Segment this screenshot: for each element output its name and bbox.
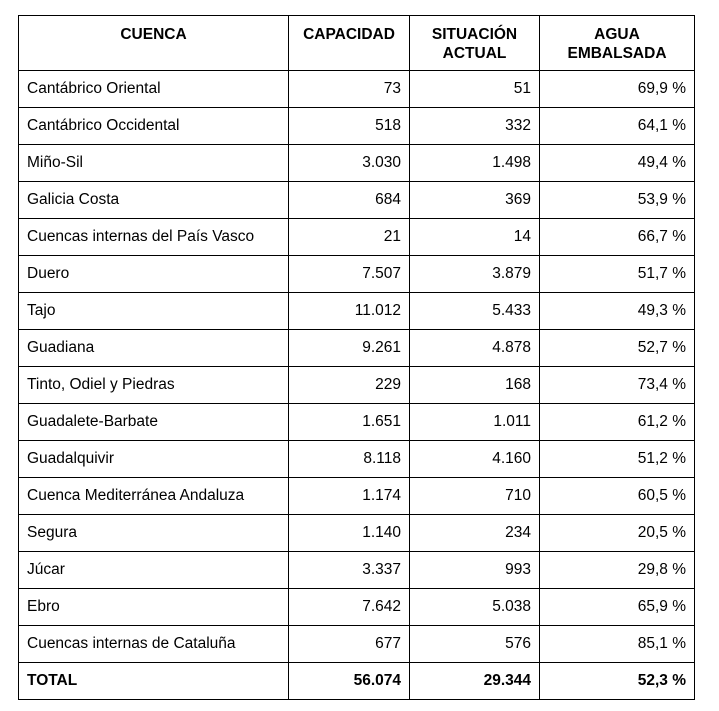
cell-cuenca: Tinto, Odiel y Piedras [19, 367, 289, 404]
cell-cuenca: Miño-Sil [19, 145, 289, 182]
cell-situacion-actual: 4.160 [410, 441, 540, 478]
cell-cuenca: Cuenca Mediterránea Andaluza [19, 478, 289, 515]
table-row [19, 71, 695, 108]
table-row [19, 552, 695, 589]
table-row [19, 441, 695, 478]
cell-capacidad: 3.030 [289, 145, 410, 182]
cell-agua-embalsada: 61,2 % [540, 404, 695, 441]
table-row [19, 256, 695, 293]
cell-situacion-actual: 1.011 [410, 404, 540, 441]
cell-situacion-actual: 710 [410, 478, 540, 515]
cell-agua-embalsada: 49,4 % [540, 145, 695, 182]
cell-agua-embalsada: 69,9 % [540, 71, 695, 108]
cell-cuenca: Cuencas internas del País Vasco [19, 219, 289, 256]
table-row [19, 367, 695, 404]
cell-capacidad: 3.337 [289, 552, 410, 589]
cell-cuenca: Ebro [19, 589, 289, 626]
cell-situacion-actual: 3.879 [410, 256, 540, 293]
table-row [19, 626, 695, 663]
cell-agua-embalsada: 53,9 % [540, 182, 695, 219]
cell-situacion-actual: 993 [410, 552, 540, 589]
cell-situacion-actual: 168 [410, 367, 540, 404]
header-cuenca: CUENCA [19, 16, 289, 71]
cell-situacion-actual: 234 [410, 515, 540, 552]
total-agua-embalsada: 52,3 % [540, 663, 695, 700]
cell-capacidad: 229 [289, 367, 410, 404]
cell-capacidad: 21 [289, 219, 410, 256]
cell-situacion-actual: 4.878 [410, 330, 540, 367]
cell-capacidad: 518 [289, 108, 410, 145]
cell-situacion-actual: 5.038 [410, 589, 540, 626]
cell-cuenca: Cantábrico Oriental [19, 71, 289, 108]
total-label: TOTAL [19, 663, 289, 700]
cell-cuenca: Duero [19, 256, 289, 293]
cell-cuenca: Galicia Costa [19, 182, 289, 219]
cell-agua-embalsada: 60,5 % [540, 478, 695, 515]
table-row [19, 145, 695, 182]
cell-situacion-actual: 576 [410, 626, 540, 663]
cell-situacion-actual: 5.433 [410, 293, 540, 330]
table-body [19, 71, 695, 663]
cell-cuenca: Tajo [19, 293, 289, 330]
table-row [19, 404, 695, 441]
cell-cuenca: Guadalete-Barbate [19, 404, 289, 441]
cell-capacidad: 7.642 [289, 589, 410, 626]
cell-cuenca: Júcar [19, 552, 289, 589]
table-row [19, 182, 695, 219]
cell-situacion-actual: 51 [410, 71, 540, 108]
header-situacion-actual: SITUACIÓN ACTUAL [410, 16, 540, 71]
total-row [19, 663, 695, 700]
cell-capacidad: 684 [289, 182, 410, 219]
cell-agua-embalsada: 65,9 % [540, 589, 695, 626]
table-row [19, 478, 695, 515]
cell-capacidad: 677 [289, 626, 410, 663]
cell-cuenca: Guadiana [19, 330, 289, 367]
cell-agua-embalsada: 85,1 % [540, 626, 695, 663]
table-row [19, 293, 695, 330]
cell-agua-embalsada: 51,7 % [540, 256, 695, 293]
cell-cuenca: Cuencas internas de Cataluña [19, 626, 289, 663]
reservoir-table [18, 15, 695, 700]
cell-agua-embalsada: 49,3 % [540, 293, 695, 330]
table-row [19, 219, 695, 256]
cell-capacidad: 1.651 [289, 404, 410, 441]
cell-capacidad: 9.261 [289, 330, 410, 367]
cell-capacidad: 1.140 [289, 515, 410, 552]
cell-capacidad: 8.118 [289, 441, 410, 478]
cell-situacion-actual: 1.498 [410, 145, 540, 182]
cell-cuenca: Segura [19, 515, 289, 552]
header-capacidad: CAPACIDAD [289, 16, 410, 71]
cell-capacidad: 11.012 [289, 293, 410, 330]
cell-situacion-actual: 14 [410, 219, 540, 256]
cell-cuenca: Guadalquivir [19, 441, 289, 478]
header-row [19, 16, 695, 71]
cell-situacion-actual: 332 [410, 108, 540, 145]
table-row [19, 108, 695, 145]
total-capacidad: 56.074 [289, 663, 410, 700]
cell-agua-embalsada: 51,2 % [540, 441, 695, 478]
table-row [19, 515, 695, 552]
cell-agua-embalsada: 29,8 % [540, 552, 695, 589]
table-row [19, 330, 695, 367]
table-row [19, 589, 695, 626]
total-situacion-actual: 29.344 [410, 663, 540, 700]
cell-agua-embalsada: 73,4 % [540, 367, 695, 404]
cell-capacidad: 73 [289, 71, 410, 108]
header-agua-embalsada: AGUA EMBALSADA [540, 16, 695, 71]
cell-capacidad: 1.174 [289, 478, 410, 515]
cell-agua-embalsada: 64,1 % [540, 108, 695, 145]
cell-cuenca: Cantábrico Occidental [19, 108, 289, 145]
cell-capacidad: 7.507 [289, 256, 410, 293]
cell-situacion-actual: 369 [410, 182, 540, 219]
cell-agua-embalsada: 66,7 % [540, 219, 695, 256]
cell-agua-embalsada: 20,5 % [540, 515, 695, 552]
cell-agua-embalsada: 52,7 % [540, 330, 695, 367]
